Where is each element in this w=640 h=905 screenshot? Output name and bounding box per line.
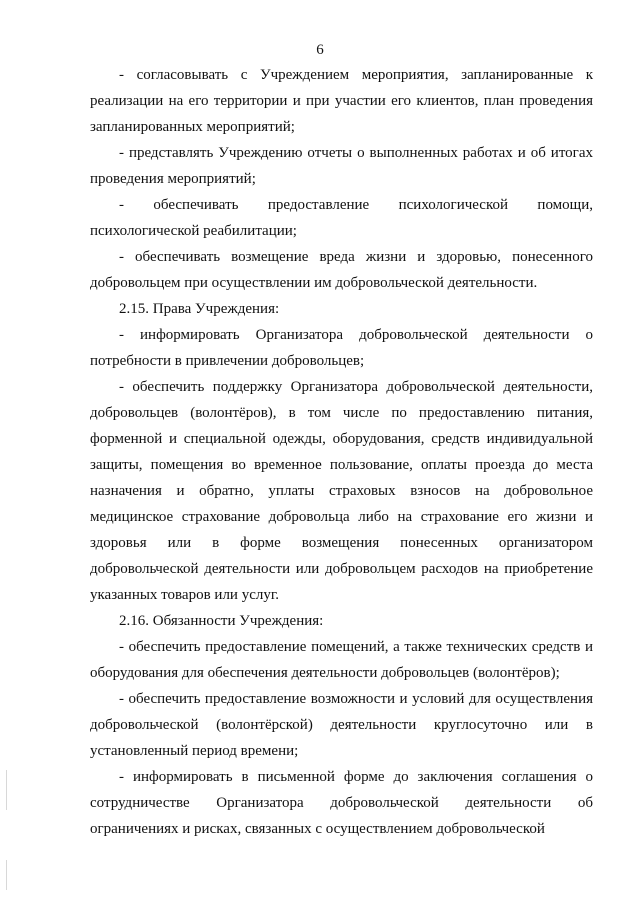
page-number: 6 (316, 42, 324, 58)
paragraph-coordinate-events: - согласовывать с Учреждением мероприятия, запланированные к реализации на его территории и при участии его клиентов, план проведения запланированных мероприятий; (90, 67, 593, 135)
paragraph-provide-support: - обеспечить поддержку Организатора добровольческой деятельности, добровольцев (волонтёров), в том числе по предоставлению питания, форменной и специальной одежды, оборудования, средств индивидуальной защиты, помещения во временное пользование, оплаты проезда до места назначения и обратно, уплаты страховых взносов на добровольное медицинское страхование добровольца либо на страхование его жизни и здоровья или в форме возмещения понесенных организатором добровольческой деятельности или добровольцем расходов на приобретение указанных товаров или услуг. (90, 379, 593, 603)
section-heading-duties: 2.16. Обязанности Учреждения: (119, 613, 324, 629)
scan-edge-mark (6, 770, 7, 810)
paragraph-inform-organizer: - информировать Организатора добровольческой деятельности о потребности в привлечении добровольцев; (90, 327, 593, 369)
paragraph-submit-reports: - представлять Учреждению отчеты о выполненных работах и об итогах проведения мероприятий; (90, 145, 593, 187)
paragraph-inform-risks: - информировать в письменной форме до заключения соглашения о сотрудничестве Организатора добровольческой деятельности об ограничениях и рисках, связанных с осуществлением добровольческой (90, 769, 593, 837)
paragraph-compensate-harm: - обеспечивать возмещение вреда жизни и здоровью, понесенного добровольцем при осуществлении им добровольческой деятельности. (90, 249, 593, 291)
paragraph-provide-premises: - обеспечить предоставление помещений, а также технических средств и оборудования для обеспечения деятельности добровольцев (волонтёров); (90, 639, 593, 681)
paragraph-provide-conditions: - обеспечить предоставление возможности и условий для осуществления добровольческой (волонтёрской) деятельности круглосуточно или в установленный период времени; (90, 691, 593, 759)
paragraph-psychological-help: - обеспечивать предоставление психологической помощи, психологической реабилитации; (90, 197, 593, 239)
section-heading-rights: 2.15. Права Учреждения: (119, 301, 280, 317)
document-body (90, 62, 593, 842)
scan-edge-mark (6, 860, 7, 890)
